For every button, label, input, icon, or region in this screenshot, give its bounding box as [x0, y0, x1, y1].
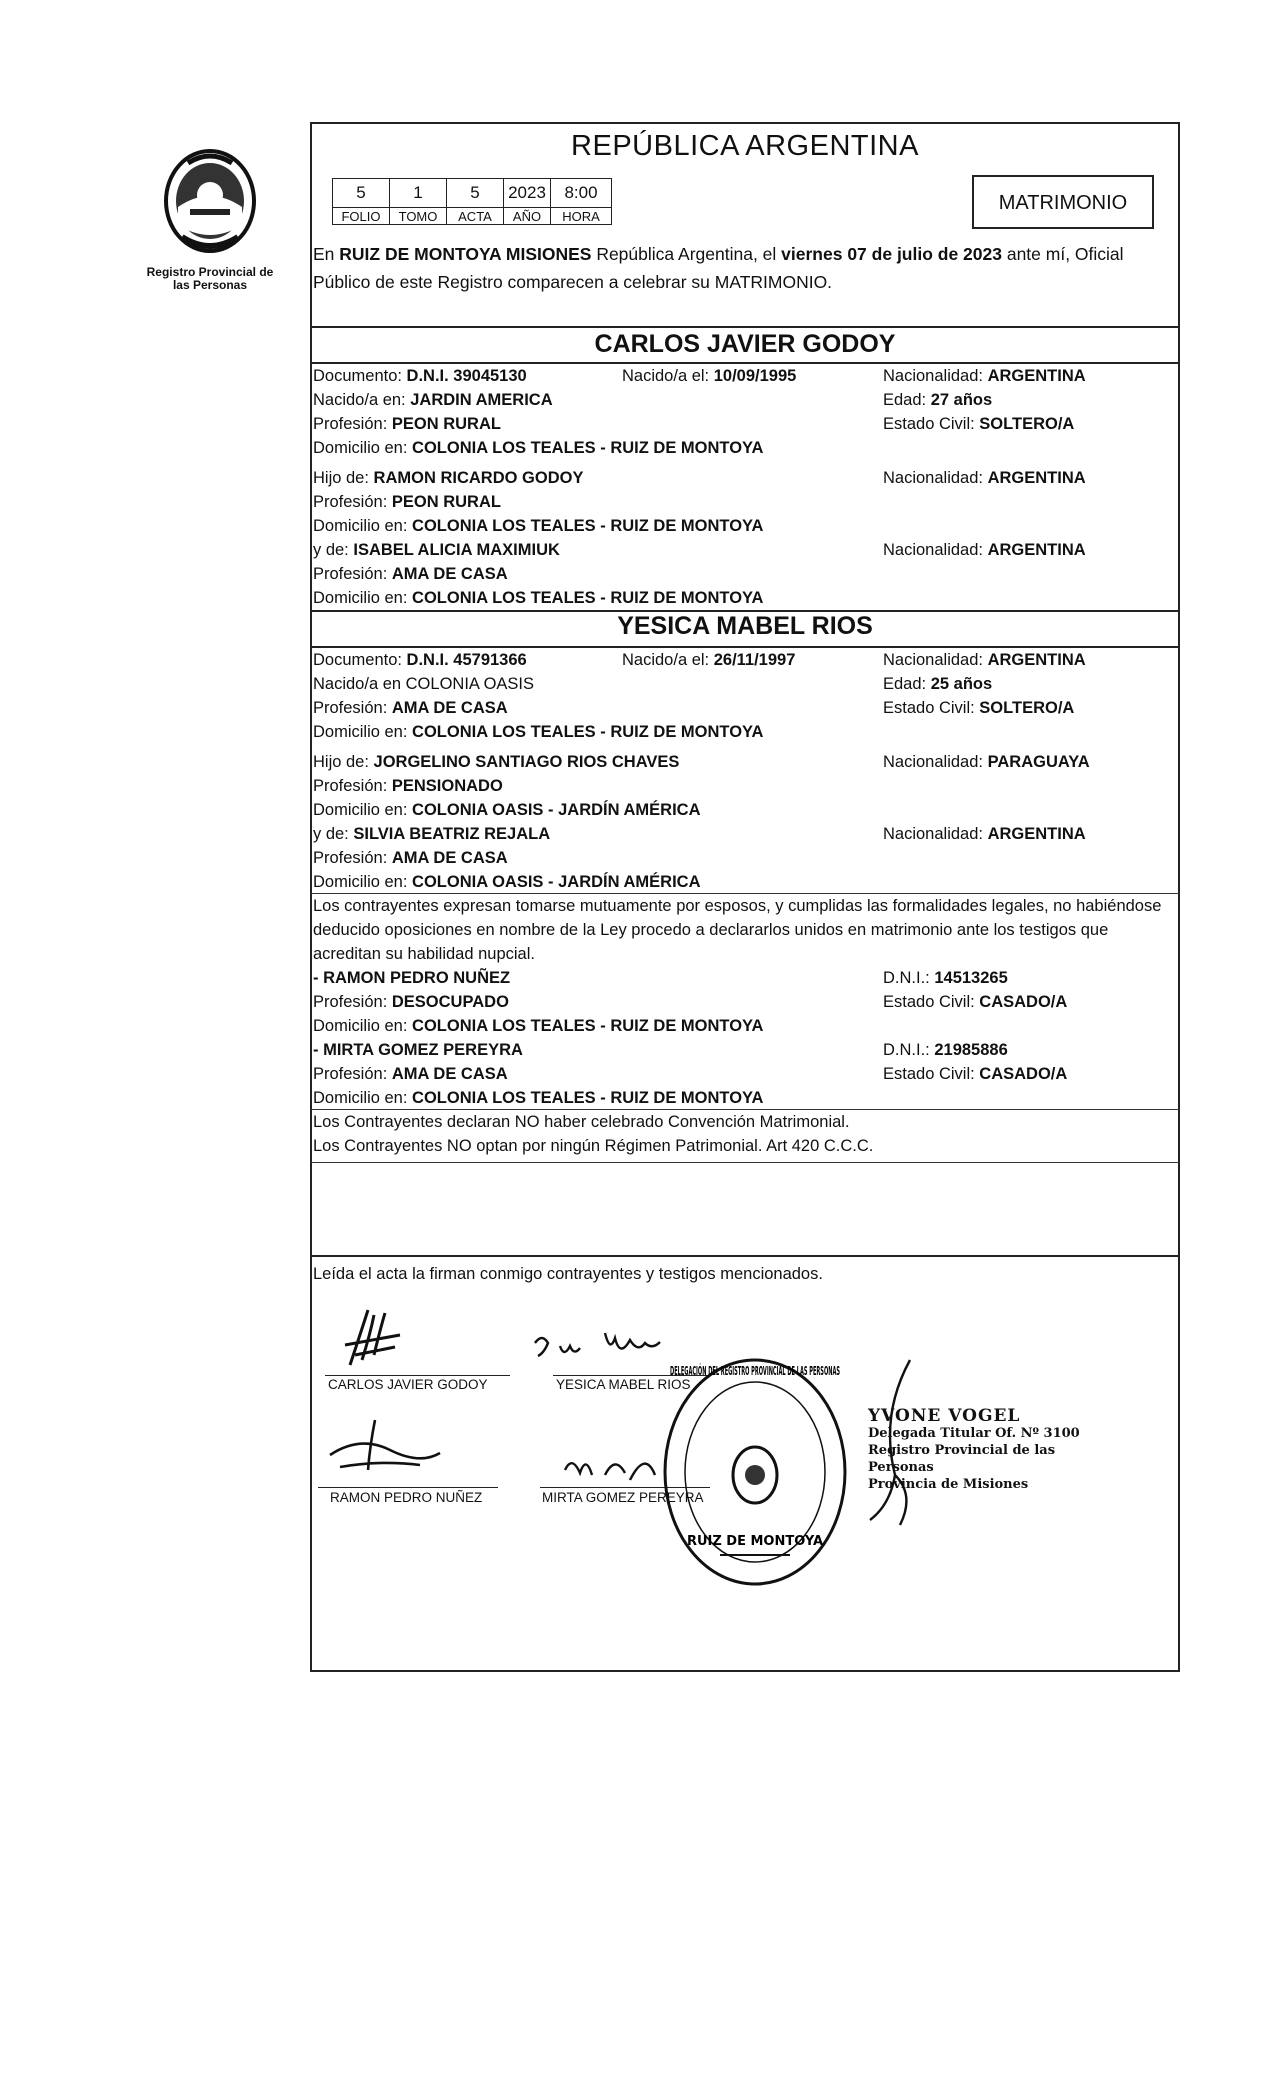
declaration-paragraph: Los contrayentes expresan tomarse mutuamente por esposos, y cumplidas las formalidades legales, no habiéndose deducido oposiciones en nombre de la Ley procedo a declararlos unidos en matrimonio ante los testigos que acreditan su habilidad nupcial. — [313, 897, 1162, 963]
groom-nationality: Nacionalidad: ARGENTINA — [883, 367, 1086, 385]
groom-signature-icon — [340, 1305, 410, 1375]
witness-2-signature-icon — [560, 1445, 670, 1490]
groom-address: Domicilio en: COLONIA LOS TEALES - RUIZ DE MONTOYA — [313, 439, 764, 457]
officer-registry: Registro Provincial de las Personas — [868, 1443, 1056, 1475]
witness-2-signature-name: MIRTA GOMEZ PEREYRA — [542, 1490, 704, 1505]
witness-1-signature-icon — [320, 1415, 460, 1480]
groom-mother-address: Domicilio en: COLONIA LOS TEALES - RUIZ DE MONTOYA — [313, 589, 764, 607]
folio-value: 5 — [333, 179, 390, 208]
bride-birth-place: Nacido/a en COLONIA OASIS — [313, 675, 535, 693]
intro-text-1: En — [313, 244, 340, 264]
record-table — [332, 178, 612, 225]
bride-age: Edad: 25 años — [883, 675, 993, 693]
bride-father: Hijo de: JORGELINO SANTIAGO RIOS CHAVES — [313, 753, 680, 771]
divider — [310, 1162, 1180, 1163]
province-coat-of-arms-icon — [160, 145, 260, 257]
groom-mother: y de: ISABEL ALICIA MAXIMIUK — [313, 541, 560, 559]
bride-father-address: Domicilio en: COLONIA OASIS - JARDÍN AMÉRICA — [313, 801, 701, 819]
intro-paragraph — [313, 240, 1175, 296]
groom-mother-nationality: Nacionalidad: ARGENTINA — [883, 541, 1086, 559]
groom-father: Hijo de: RAMON RICARDO GODOY — [313, 469, 584, 487]
seal-outer-text: DELEGACIÓN DEL REGISTRO PROVINCIAL DE LAS PERSONAS — [670, 1364, 1075, 1378]
groom-signature-name: CARLOS JAVIER GODOY — [328, 1377, 488, 1392]
groom-profession: Profesión: PEON RURAL — [313, 415, 501, 433]
bride-civil-status: Estado Civil: SOLTERO/A — [883, 699, 1075, 717]
intro-text-2: República Argentina, el — [591, 244, 782, 264]
divider — [310, 1109, 1180, 1110]
witness-2-name: - MIRTA GOMEZ PEREYRA — [313, 1041, 523, 1059]
groom-father-nationality: Nacionalidad: ARGENTINA — [883, 469, 1086, 487]
bride-nationality: Nacionalidad: ARGENTINA — [883, 651, 1086, 669]
groom-father-address: Domicilio en: COLONIA LOS TEALES - RUIZ DE MONTOYA — [313, 517, 764, 535]
registry-name: Registro Provincial de las Personas — [146, 265, 274, 292]
divider — [310, 362, 1180, 364]
witness-1-civil-status: Estado Civil: CASADO/A — [883, 993, 1068, 1011]
divider — [310, 646, 1180, 648]
bride-signature-name: YESICA MABEL RIOS — [556, 1377, 691, 1392]
witness-2-profession: Profesión: AMA DE CASA — [313, 1065, 508, 1083]
anio-value: 2023 — [504, 179, 551, 208]
officer-title: Delegada Titular Of. Nº 3100 — [868, 1426, 1080, 1441]
witness-1-address: Domicilio en: COLONIA LOS TEALES - RUIZ DE MONTOYA — [313, 1017, 764, 1035]
groom-document: Documento: D.N.I. 39045130 — [313, 367, 527, 385]
bride-mother-nationality: Nacionalidad: ARGENTINA — [883, 825, 1086, 843]
bride-signature-text: Rios Yesica — [530, 1326, 536, 1327]
bride-document: Documento: D.N.I. 45791366 — [313, 651, 527, 669]
officer-stamp — [868, 1408, 1108, 1493]
groom-mother-profession: Profesión: AMA DE CASA — [313, 565, 508, 583]
witness-2-address: Domicilio en: COLONIA LOS TEALES - RUIZ DE MONTOYA — [313, 1089, 764, 1107]
bride-mother-profession: Profesión: AMA DE CASA — [313, 849, 508, 867]
regime-note: Los Contrayentes NO optan por ningún Régimen Patrimonial. Art 420 C.C.C. — [313, 1137, 874, 1155]
groom-birth-place: Nacido/a en: JARDIN AMERICA — [313, 391, 553, 409]
anio-label: AÑO — [504, 208, 551, 225]
intro-date: viernes 07 de julio de 2023 — [781, 244, 1002, 264]
acta-value: 5 — [447, 179, 504, 208]
groom-age: Edad: 27 años — [883, 391, 993, 409]
bride-father-profession: Profesión: PENSIONADO — [313, 777, 503, 795]
tomo-label: TOMO — [390, 208, 447, 225]
bride-profession: Profesión: AMA DE CASA — [313, 699, 508, 717]
groom-name-heading: CARLOS JAVIER GODOY — [594, 330, 896, 358]
groom-signature-line — [325, 1375, 510, 1376]
witness-1-signature-name: RAMON PEDRO NUÑEZ — [330, 1490, 483, 1505]
witness-1-signature-line — [318, 1487, 498, 1488]
bride-birth-date: Nacido/a el: 26/11/1997 — [622, 651, 796, 669]
hora-value: 8:00 — [551, 179, 612, 208]
bride-mother-address: Domicilio en: COLONIA OASIS - JARDÍN AMÉRICA — [313, 873, 701, 891]
country-title: REPÚBLICA ARGENTINA — [571, 130, 919, 162]
folio-label: FOLIO — [333, 208, 390, 225]
bride-address: Domicilio en: COLONIA LOS TEALES - RUIZ DE MONTOYA — [313, 723, 764, 741]
tomo-value: 1 — [390, 179, 447, 208]
groom-birth-date: Nacido/a el: 10/09/1995 — [622, 367, 797, 385]
witness-2-dni: D.N.I.: 21985886 — [883, 1041, 1008, 1059]
bride-mother: y de: SILVIA BEATRIZ REJALA — [313, 825, 551, 843]
act-type-box: MATRIMONIO — [972, 175, 1154, 229]
witness-1-profession: Profesión: DESOCUPADO — [313, 993, 509, 1011]
seal-inner-text: RUIZ DE MONTOYA — [686, 1534, 824, 1549]
divider — [310, 326, 1180, 328]
registry-logo-block — [140, 145, 280, 292]
groom-civil-status: Estado Civil: SOLTERO/A — [883, 415, 1075, 433]
witness-2-civil-status: Estado Civil: CASADO/A — [883, 1065, 1068, 1083]
hora-label: HORA — [551, 208, 612, 225]
officer-province: Provincia de Misiones — [868, 1477, 1029, 1492]
witness-1-name: - RAMON PEDRO NUÑEZ — [313, 969, 511, 987]
witness-1-dni: D.N.I.: 14513265 — [883, 969, 1008, 987]
groom-father-profession: Profesión: PEON RURAL — [313, 493, 501, 511]
bride-father-nationality: Nacionalidad: PARAGUAYA — [883, 753, 1090, 771]
divider — [310, 1255, 1180, 1257]
acta-label: ACTA — [447, 208, 504, 225]
intro-place: RUIZ DE MONTOYA MISIONES — [339, 244, 592, 264]
officer-name: YVONE VOGEL — [868, 1406, 1021, 1426]
closing-text: Leída el acta la firman conmigo contrayentes y testigos mencionados. — [313, 1265, 823, 1283]
convention-note: Los Contrayentes declaran NO haber celebrado Convención Matrimonial. — [313, 1113, 850, 1131]
intro-text-3: ante mí, Oficial Público de este Registro comparecen a celebrar su MATRIMONIO. — [313, 244, 1124, 292]
bride-name-heading: YESICA MABEL RIOS — [617, 612, 873, 640]
